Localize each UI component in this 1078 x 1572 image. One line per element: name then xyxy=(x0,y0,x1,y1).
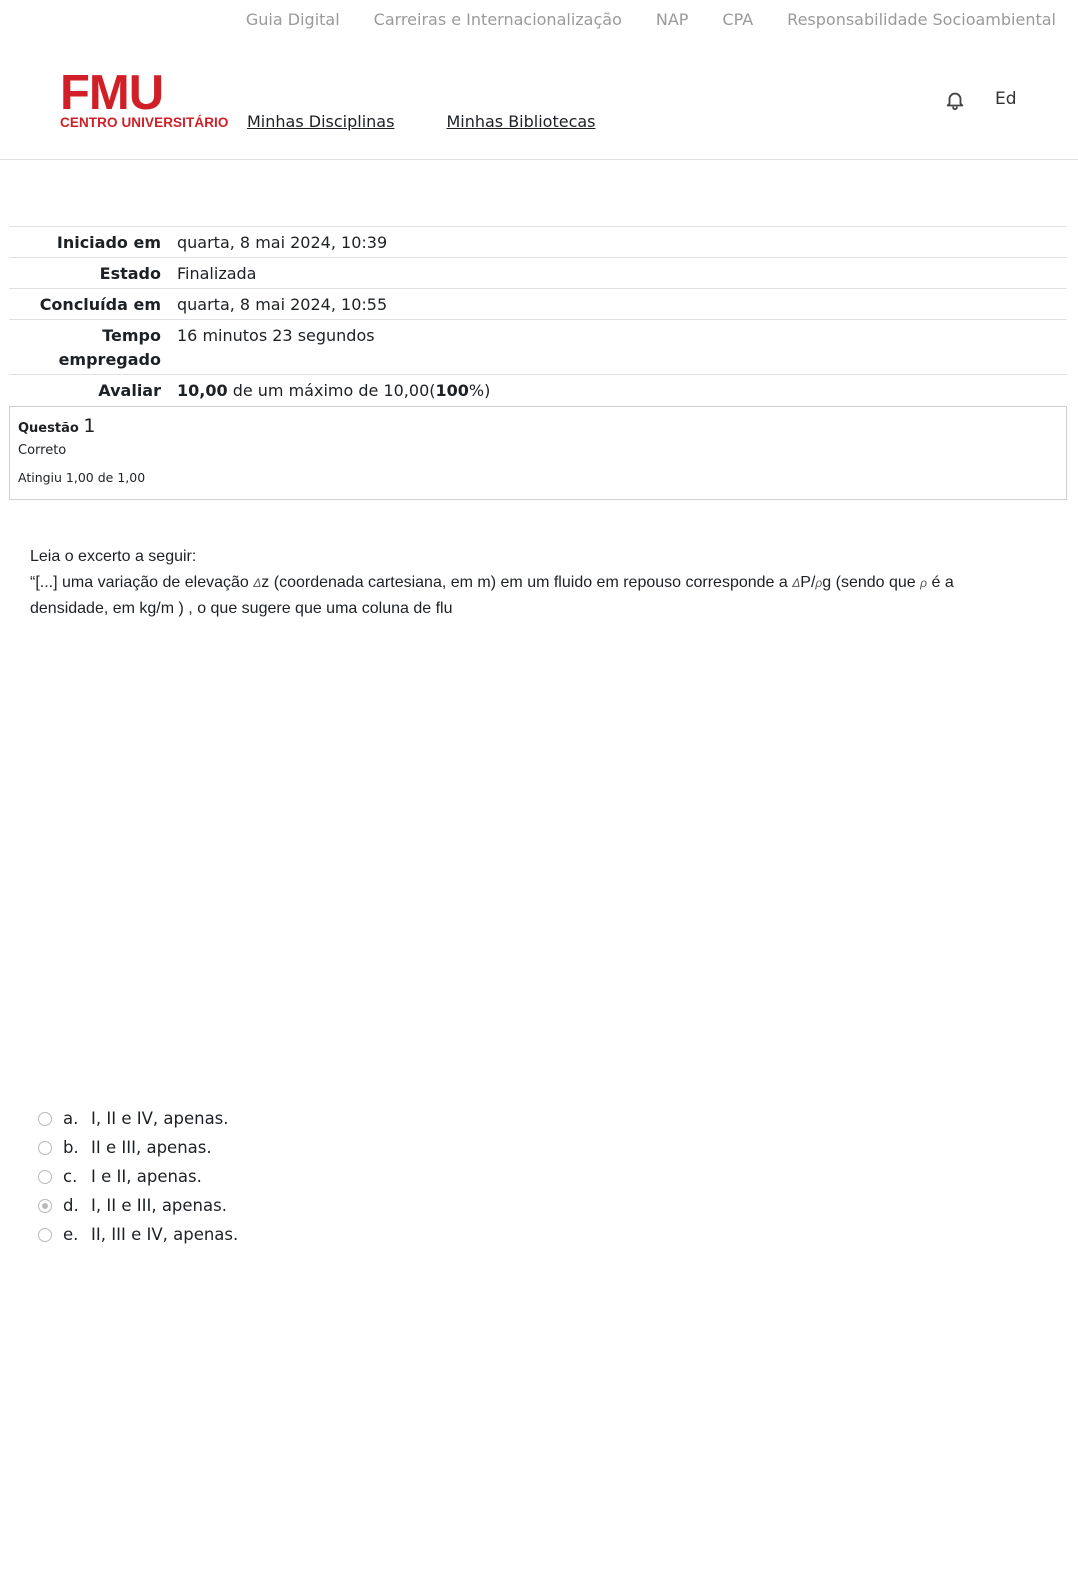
completed-label: Concluída em xyxy=(39,295,161,314)
radio-b[interactable] xyxy=(38,1141,52,1155)
nap-link[interactable]: NAP xyxy=(655,10,689,29)
started-label: Iniciado em xyxy=(56,233,161,252)
started-value: quarta, 8 mai 2024, 10:39 xyxy=(177,233,388,252)
answer-text: II e III, apenas. xyxy=(91,1138,212,1157)
question-info-box xyxy=(9,406,1067,500)
grade-score: 10,00 xyxy=(177,381,228,400)
cpa-link[interactable]: CPA xyxy=(722,10,754,29)
summary-row-state xyxy=(9,258,1067,289)
answer-text: I, II e III, apenas. xyxy=(91,1196,227,1215)
answer-letter: d. xyxy=(63,1196,79,1215)
excerpt-part-1: “[...] uma variação de elevação xyxy=(30,574,254,591)
user-menu[interactable]: Ed xyxy=(995,89,1017,109)
radio-c[interactable] xyxy=(38,1170,52,1184)
summary-row-time xyxy=(9,320,1067,375)
rho-symbol: ρ xyxy=(815,576,823,590)
answer-letter: a. xyxy=(63,1109,79,1128)
top-utility-nav xyxy=(246,10,1056,29)
excerpt-part-4: g (sendo que xyxy=(822,574,921,591)
summary-row-started xyxy=(9,227,1067,258)
carreiras-link[interactable]: Carreiras e Internacionalização xyxy=(373,10,622,29)
answer-text: II, III e IV, apenas. xyxy=(91,1225,239,1244)
question-number-value: 1 xyxy=(83,415,96,437)
summary-row-grade xyxy=(9,375,1067,406)
answer-option-b[interactable] xyxy=(38,1133,238,1162)
excerpt-part-5: é a densidade, em kg/m ) , o que sugere que uma coluna de flu xyxy=(30,574,954,617)
question-number xyxy=(18,415,1058,437)
delta-symbol-2: Δ xyxy=(792,576,801,590)
header-divider xyxy=(0,159,1078,160)
grade-end: %) xyxy=(468,381,491,400)
attempt-summary-table xyxy=(9,226,1067,405)
grade-percent: 100 xyxy=(435,381,469,400)
logo-mark: FMU xyxy=(60,66,164,120)
summary-row-completed xyxy=(9,289,1067,320)
question-text xyxy=(30,544,1030,622)
grade-mid: de um máximo de 10,00( xyxy=(227,381,436,400)
answer-option-d[interactable] xyxy=(38,1191,238,1220)
answer-option-a[interactable] xyxy=(38,1104,238,1133)
minhas-disciplinas-link[interactable]: Minhas Disciplinas xyxy=(247,112,395,131)
excerpt-part-3: P/ xyxy=(800,574,816,591)
completed-value: quarta, 8 mai 2024, 10:55 xyxy=(177,295,388,314)
logo-subtitle: CENTRO UNIVERSITÁRIO xyxy=(60,115,229,130)
state-value: Finalizada xyxy=(177,264,257,283)
radio-d[interactable] xyxy=(38,1199,52,1213)
answer-letter: b. xyxy=(63,1138,79,1157)
main-nav xyxy=(247,112,596,131)
state-label: Estado xyxy=(99,264,161,283)
question-state: Correto xyxy=(18,443,67,458)
answer-option-c[interactable] xyxy=(38,1162,238,1191)
grade-value xyxy=(169,375,1067,406)
answer-options xyxy=(38,1104,238,1249)
question-grade: Atingiu 1,00 de 1,00 xyxy=(18,470,146,485)
answer-text: I, II e IV, apenas. xyxy=(91,1109,229,1128)
fmu-logo[interactable] xyxy=(60,66,229,130)
delta-symbol: Δ xyxy=(253,576,262,590)
grade-label: Avaliar xyxy=(98,381,161,400)
answer-text: I e II, apenas. xyxy=(91,1167,202,1186)
time-label: Tempo empregado xyxy=(58,326,161,369)
radio-e[interactable] xyxy=(38,1228,52,1242)
rho-symbol-2: ρ xyxy=(920,576,928,590)
radio-a[interactable] xyxy=(38,1112,52,1126)
answer-letter: c. xyxy=(63,1167,78,1186)
minhas-bibliotecas-link[interactable]: Minhas Bibliotecas xyxy=(446,112,596,131)
responsabilidade-link[interactable]: Responsabilidade Socioambiental xyxy=(787,10,1056,29)
guia-digital-link[interactable]: Guia Digital xyxy=(245,10,340,29)
answer-option-e[interactable] xyxy=(38,1220,238,1249)
time-value: 16 minutos 23 segundos xyxy=(177,326,375,345)
answer-letter: e. xyxy=(63,1225,79,1244)
question-excerpt xyxy=(30,570,1030,622)
excerpt-part-2: z (coordenada cartesiana, em m) em um fluido em repouso corresponde a xyxy=(261,574,793,591)
notification-bell-icon[interactable] xyxy=(944,89,966,111)
question-label: Questão xyxy=(18,421,79,436)
question-intro: Leia o excerto a seguir: xyxy=(30,548,197,565)
